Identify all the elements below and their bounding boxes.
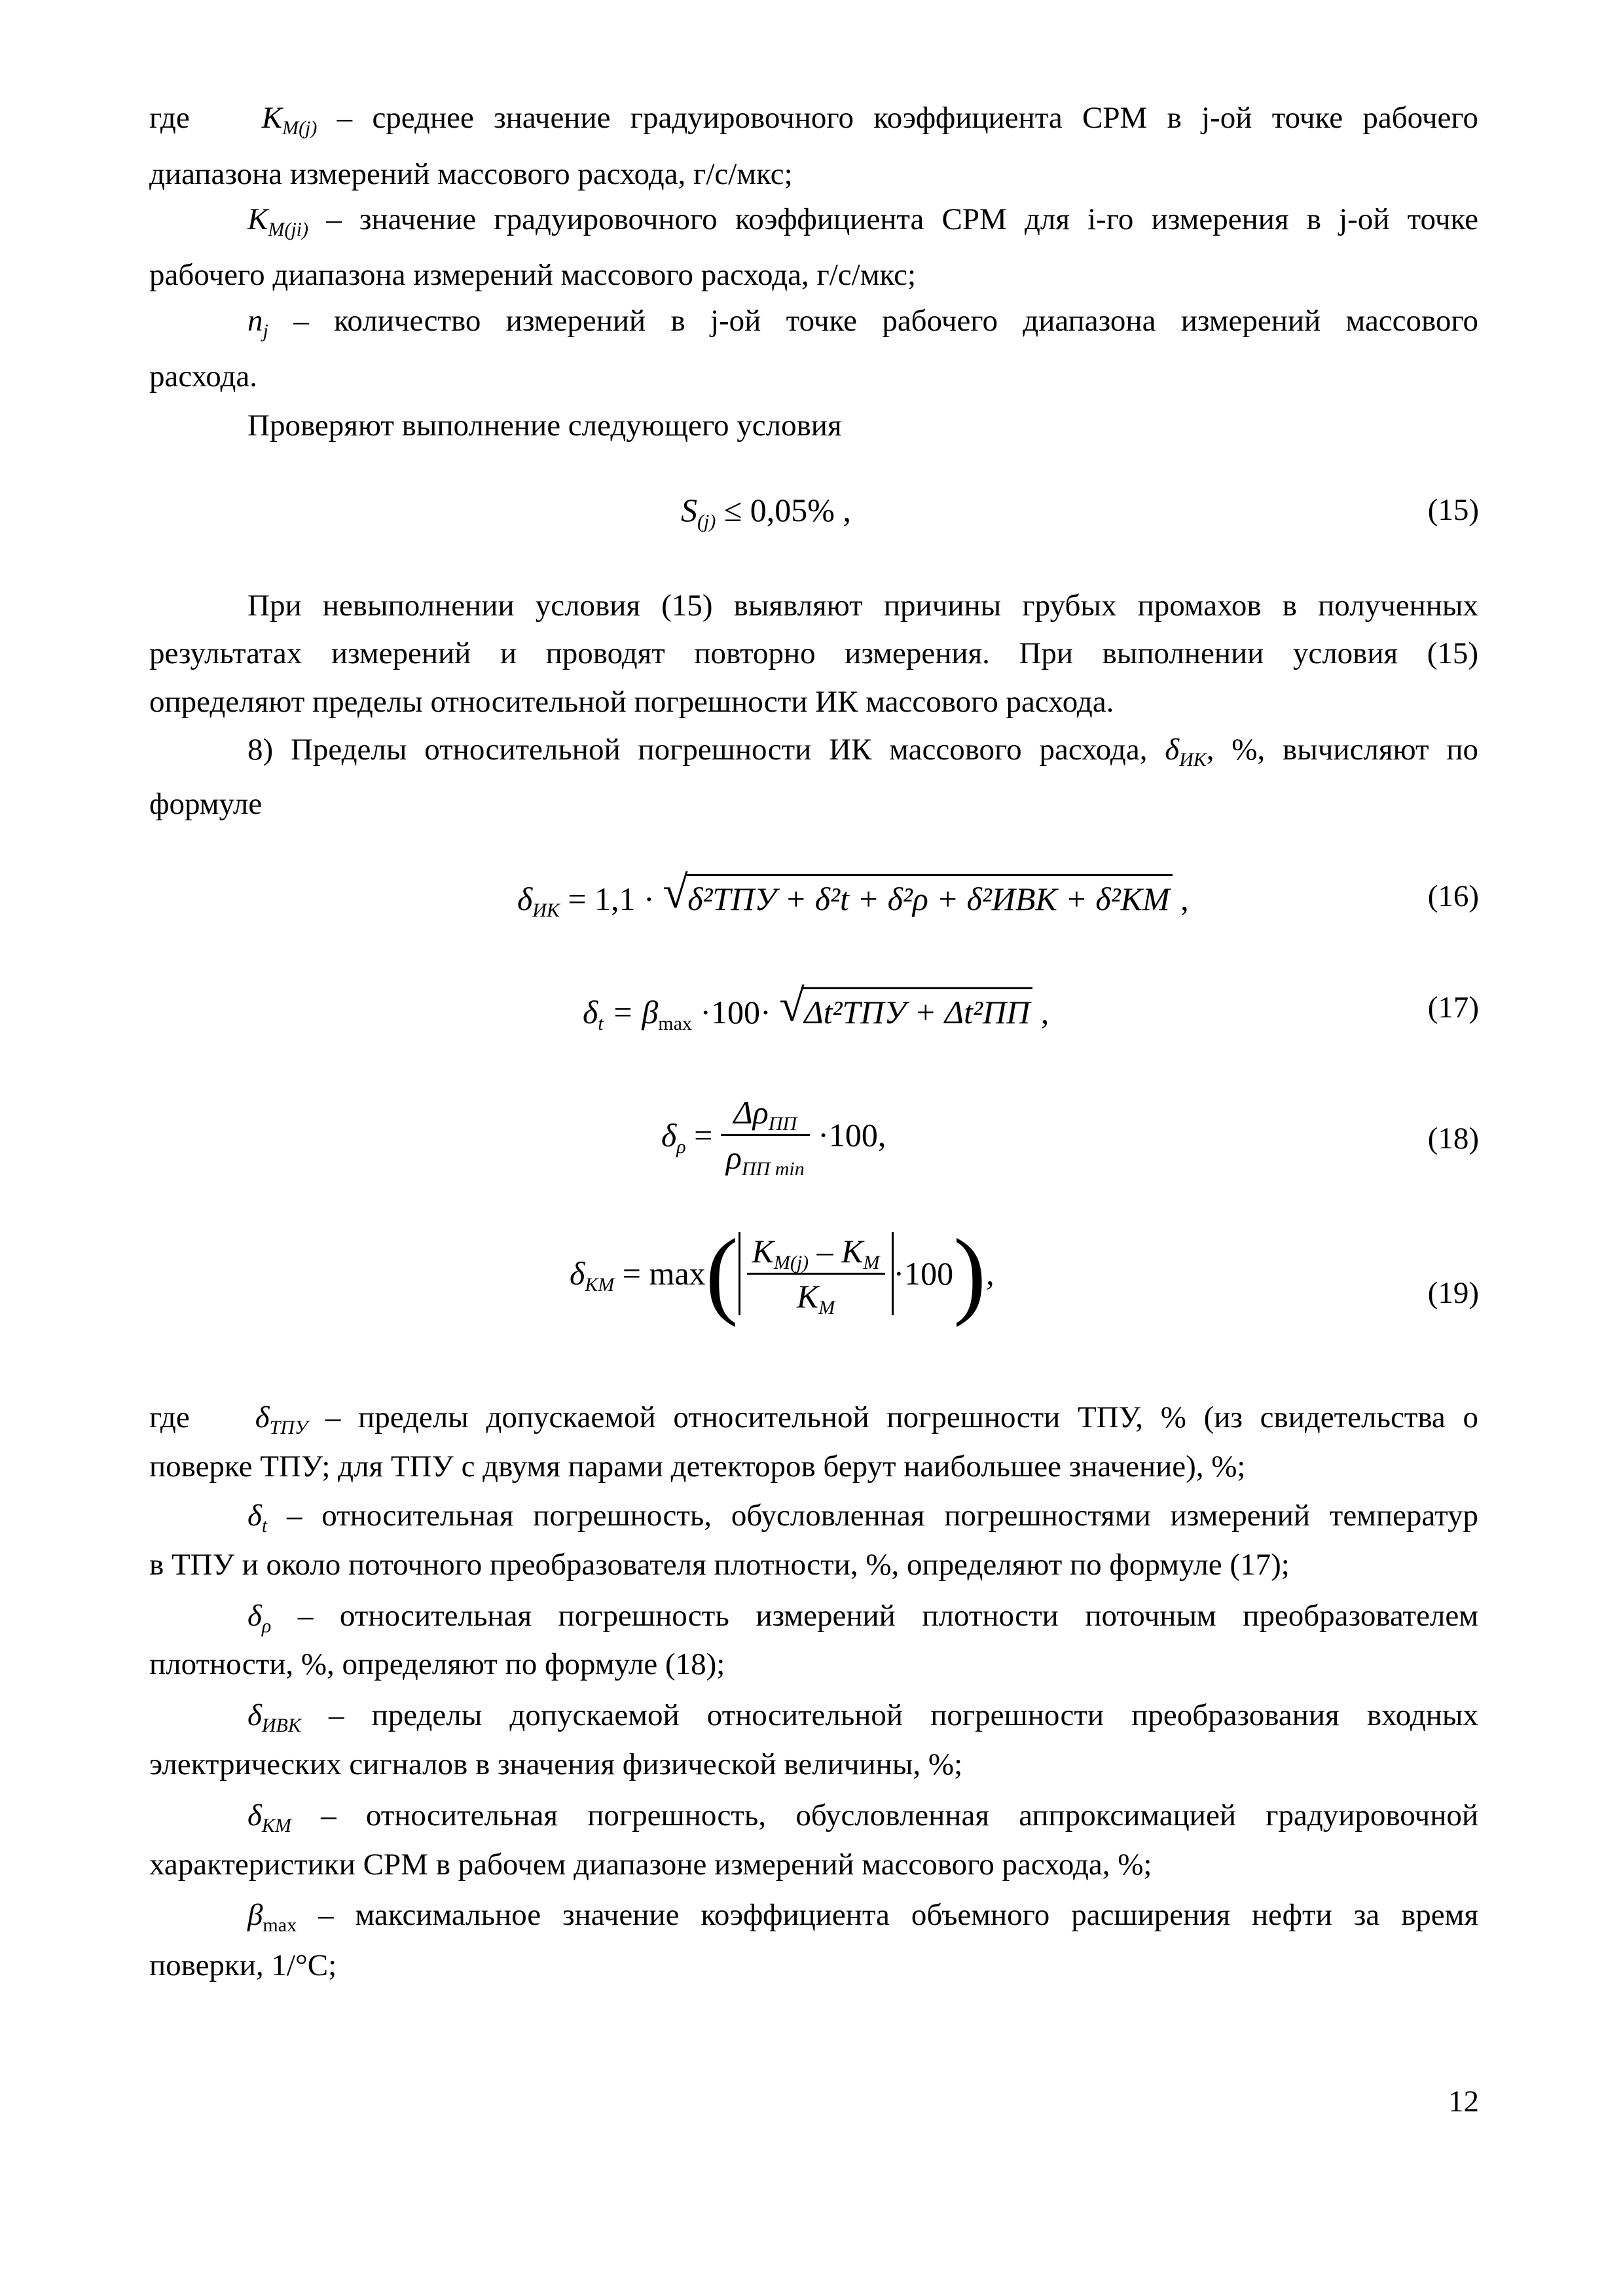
def-rho: $\delta_\rho$ – относительная погрешность измерений плотности поточным преобразователем [247,1599,1478,1637]
para-cond-l1: При невыполнении условия (15) выявляют причины грубых промахов в полученных [247,589,1478,623]
def-rho-cont: плотности, %, определяют по формуле (18); [149,1647,725,1681]
formula-18: $\delta_\rho$ = $\frac{\Delta\rho_{ПП}}{\rho_{ПП min}}$ ·100, [661,1094,886,1180]
def-kmj-cont: диапазона измерений массового расхода, г/с/мкс; [149,157,793,191]
def-beta: $\beta_{max}$ – максимальное значение коэффициента объемного расширения нефти за время [247,1898,1479,1936]
def-t-cont: в ТПУ и около поточного преобразователя плотности, %, определяют по формуле (17); [149,1548,1290,1582]
formula-18-number: (18) [1427,1121,1479,1156]
def-ivk: $\delta_{ИВК}$ – пределы допускаемой относительной погрешности преобразования входных [247,1698,1479,1736]
def-tpu-cont: поверке ТПУ; для ТПУ с двумя парами детекторов берут наибольшее значение), %; [149,1449,1246,1484]
formula-17-number: (17) [1427,991,1479,1025]
page-number: 12 [1448,2085,1479,2119]
def-beta-cont: поверки, 1/°С; [149,1948,337,1982]
formula-19: $\delta_{KМ} = \max$( $\frac{K_{M(j)} - K_M}{K_M}$ ·100), [570,1219,994,1328]
formula-15-number: (15) [1427,493,1479,527]
formula-17: $\delta_t = \beta_{max} \cdot 100\cdot$ √ Δt²ТПУ + Δt²ПП , [583,981,1049,1034]
def-nj-cont: расхода. [149,359,257,393]
para8-l2: формуле [149,787,263,821]
def-nj: $n_j$ – количество измерений в j-ой точке рабочего диапазона измерений массового [247,304,1479,342]
def-tpu: где $\delta_{ТПУ}$ – пределы допускаемой относительной погрешности ТПУ, % (из свидетельства о [149,1400,1478,1438]
def-kmji: $K_{M(ji)}$ – значение градуировочного коэффициента СРМ для i-го измерения в j-ой точке [247,202,1478,240]
def-km-cont: характеристики СРМ в рабочем диапазоне измерений массового расхода, %; [149,1848,1152,1882]
formula-19-number: (19) [1427,1276,1479,1310]
para-cond-l3: определяют пределы относительной погрешности ИК массового расхода. [149,685,1114,719]
def-km: $\delta_{KМ}$ – относительная погрешность, обусловленная аппроксимацией градуировочной [247,1798,1478,1836]
para8-l1: 8) Пределы относительной погрешности ИК массового расхода, $\delta_{ИК}$, %, вычисляют по [247,733,1478,771]
formula-16-number: (16) [1427,879,1479,913]
def-kmji-cont: рабочего диапазона измерений массового расхода, г/с/мкс; [149,258,917,292]
para-cond-l2: результатах измерений и проводят повторно измерения. При выполнении условия (15) [149,636,1478,670]
def-t: $\delta_t$ – относительная погрешность, обусловленная погрешностями измерений температур [247,1499,1479,1537]
def-ivk-cont: электрических сигналов в значения физической величины, %; [149,1747,963,1781]
check-text: Проверяют выполнение следующего условия [247,409,842,443]
formula-15: $S_{(j)} \le 0,05\%$ , [681,492,851,532]
def-kmj: где $K_{M(j)}$ – среднее значение градуировочного коэффициента СРМ в j-ой точке рабочего [149,101,1478,139]
formula-16: $\delta_{ИК} = 1,1$ · √ δ²ТПУ + δ²t + δ²ρ + δ²ИВК + δ²KМ , [517,867,1189,921]
